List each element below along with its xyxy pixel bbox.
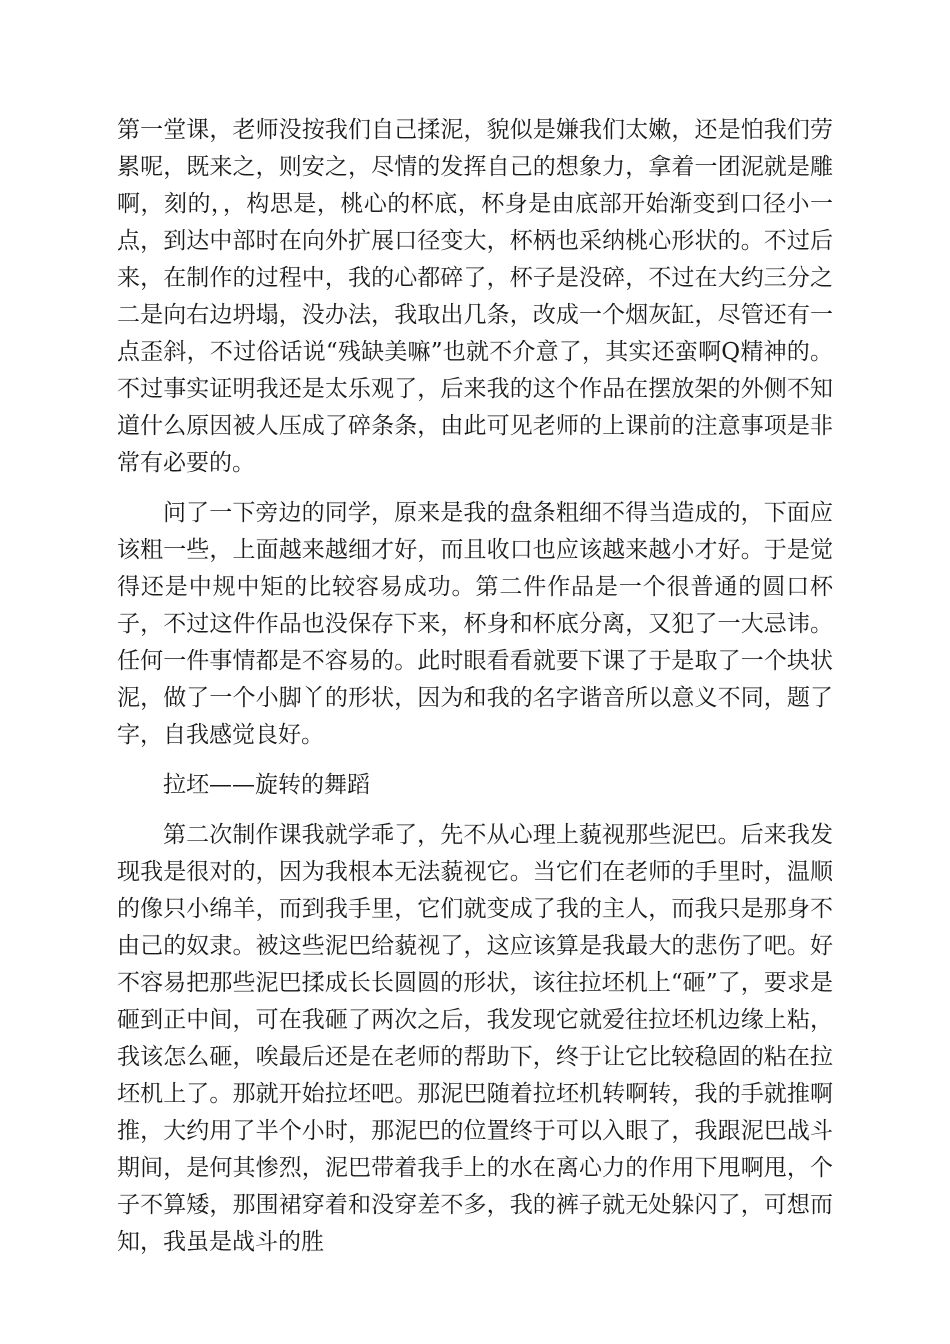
paragraph-3: 第二次制作课我就学乖了，先不从心理上藐视那些泥巴。后来我发现我是很对的，因为我根本无法藐视它。当它们在老师的手里时，温顺的像只小绵羊，而到我手里，它们就变成了我的主人，而我只是那身不由己的奴隶。被这些泥巴给藐视了，这应该算是我最大的悲伤了吧。好不容易把那些泥巴揉成长长圆圆的形状，该往拉坯机上“砸”了，要求是砸到正中间，可在我砸了两次之后，我发现它就爱往拉坯机边缘上粘，我该怎么砸，唉最后还是在老师的帮助下，终于让它比较稳固的粘在拉坯机上了。那就开始拉坯吧。那泥巴随着拉坯机转啊转，我的手就推啊推，大约用了半个小时，那泥巴的位置终于可以入眼了，我跟泥巴战斗期间，是何其惨烈，泥巴带着我手上的水在离心力的作用下甩啊甩，个子不算矮，那围裙穿着和没穿差不多，我的裤子就无处躲闪了，可想而知，我虽是战斗的胜 xyxy=(117,822,833,1255)
paragraph-2: 问了一下旁边的同学，原来是我的盘条粗细不得当造成的，下面应该粗一些，上面越来越细才好，而且收口也应该越来越小才好。于是觉得还是中规中矩的比较容易成功。第二件作品是一个很普通的圆口杯子，不过这件作品也没保存下来，杯身和杯底分离，又犯了一大忌讳。任何一件事情都是不容易的。此时眼看看就要下课了于是取了一个块状泥，做了一个小脚丫的形状，因为和我的名字谐音所以意义不同，题了字，自我感觉良好。 xyxy=(117,500,833,748)
paragraph-1: 第一堂课，老师没按我们自己揉泥，貌似是嫌我们太嫩，还是怕我们劳累呢，既来之，则安之，尽情的发挥自己的想象力，拿着一团泥就是雕啊，刻的，，构思是，桃心的杯底，杯身是由底部开始渐变到口径小一点，到达中部时在向外扩展口径变大，杯柄也采纳桃心形状的。不过后来，在制作的过程中，我的心都碎了，杯子是没碎，不过在大约三分之二是向右边坍塌，没办法，我取出几条，改成一个烟灰缸，尽管还有一点歪斜，不过俗话说“残缺美嘛”也就不介意了，其实还蛮啊Q精神的。不过事实证明我还是太乐观了，后来我的这个作品在摆放架的外侧不知道什么原因被人压成了碎条条，由此可见老师的上课前的注意事项是非常有必要的。 xyxy=(117,117,833,476)
section-heading: 拉坯——旋转的舞蹈 xyxy=(163,772,370,798)
document-body xyxy=(117,112,833,1274)
